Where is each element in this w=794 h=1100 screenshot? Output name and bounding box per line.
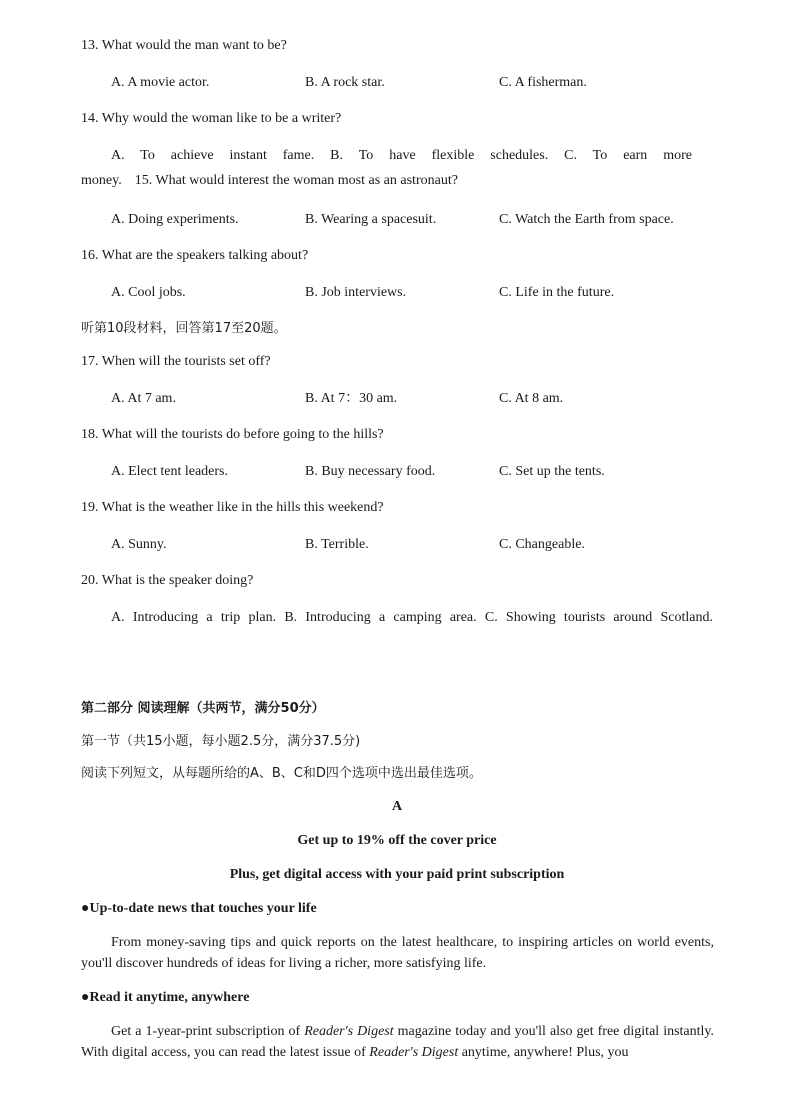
section-1-instruction: 阅读下列短文，从每题所给的A、B、C和D四个选项中选出最佳选项。 xyxy=(81,766,482,781)
question-20 xyxy=(81,572,253,590)
question-number: 15. xyxy=(134,173,153,188)
option-19-b: B. Terrible. xyxy=(305,537,369,552)
option-19-a: A. Sunny. xyxy=(111,537,167,552)
question-text: What is the speaker doing? xyxy=(101,573,254,588)
bullet-1-body xyxy=(81,932,714,974)
option-17-c: C. At 8 am. xyxy=(499,391,564,406)
question-number: 20. xyxy=(81,573,99,588)
options-14-line2 xyxy=(81,172,458,190)
option-19-c: C. Changeable. xyxy=(499,537,585,552)
question-18 xyxy=(81,426,384,444)
bullet-2-heading: ●Read it anytime, anywhere xyxy=(81,990,250,1005)
question-text: When will the tourists set off? xyxy=(101,354,271,369)
question-text: What would interest the woman most as an astronaut? xyxy=(155,173,458,188)
question-text: Why would the woman like to be a writer? xyxy=(101,111,342,126)
option-14-c-tail: money. xyxy=(81,173,122,188)
question-text: What are the speakers talking about? xyxy=(101,248,309,263)
ad-subtitle: Plus, get digital access with your paid print subscription xyxy=(229,867,565,882)
section-1-title: 第一节（共15小题，每小题2.5分，满分37.5分) xyxy=(81,734,361,749)
options-20: A. Introducing a trip plan. B. Introducing a camping area. C. Showing tourists around Scotland. xyxy=(111,610,713,625)
ad-title: Get up to 19% off the cover price xyxy=(297,833,497,848)
part-2-title: 第二部分 阅读理解（共两节，满分50分） xyxy=(81,701,325,716)
question-number: 18. xyxy=(81,427,99,442)
bullet-1-text: From money-saving tips and quick reports on the latest healthcare, to inspiring articles on world events, you'll discover hundreds of ideas for living a richer, more satisfying life. xyxy=(81,935,714,971)
question-13 xyxy=(81,37,287,55)
bullet-2-text: magazine today and you'll also get free digital xyxy=(393,1024,660,1039)
option-13-a: A. A movie actor. xyxy=(111,75,210,90)
option-15-c: C. Watch the Earth from space. xyxy=(499,212,674,227)
question-number: 16. xyxy=(81,248,99,263)
question-number: 17. xyxy=(81,354,99,369)
question-17 xyxy=(81,353,271,371)
option-18-a: A. Elect tent leaders. xyxy=(111,464,229,479)
option-13-b: B. A rock star. xyxy=(305,75,385,90)
option-18-c: C. Set up the tents. xyxy=(499,464,605,479)
option-17-b: B. At 7：30 am. xyxy=(305,391,398,406)
question-19 xyxy=(81,499,384,517)
magazine-name: Reader's Digest xyxy=(304,1024,394,1039)
question-text: What would the man want to be? xyxy=(101,38,287,53)
options-14-line1: A. To achieve instant fame. B. To have flexible schedules. C. To earn more xyxy=(111,148,692,163)
section-10-instruction: 听第10段材料，回答第17至20题。 xyxy=(81,321,287,336)
bullet-2-body xyxy=(81,1021,714,1063)
option-13-c: C. A fisherman. xyxy=(499,75,587,90)
option-16-a: A. Cool jobs. xyxy=(111,285,186,300)
question-number: 14. xyxy=(81,111,99,126)
question-text: What is the weather like in the hills this weekend? xyxy=(101,500,384,515)
bullet-2-text: Get a 1-year-print subscription of xyxy=(111,1024,305,1039)
option-16-b: B. Job interviews. xyxy=(305,285,407,300)
question-number: 13. xyxy=(81,38,99,53)
bullet-2-text: instantly. With digital access, you can read the latest issue of xyxy=(81,1024,715,1060)
question-text: What will the tourists do before going to the hills? xyxy=(101,427,384,442)
option-16-c: C. Life in the future. xyxy=(499,285,615,300)
question-14 xyxy=(81,110,341,128)
option-17-a: A. At 7 am. xyxy=(111,391,176,406)
option-15-b: B. Wearing a spacesuit. xyxy=(305,212,437,227)
passage-letter: A xyxy=(391,799,403,814)
bullet-2-text: anytime, anywhere! Plus, you xyxy=(458,1045,629,1060)
bullet-1-heading: ●Up-to-date news that touches your life xyxy=(81,901,317,916)
question-16 xyxy=(81,247,308,265)
option-15-a: A. Doing experiments. xyxy=(111,212,239,227)
magazine-name: Reader's Digest xyxy=(369,1045,459,1060)
question-number: 19. xyxy=(81,500,99,515)
option-18-b: B. Buy necessary food. xyxy=(305,464,436,479)
